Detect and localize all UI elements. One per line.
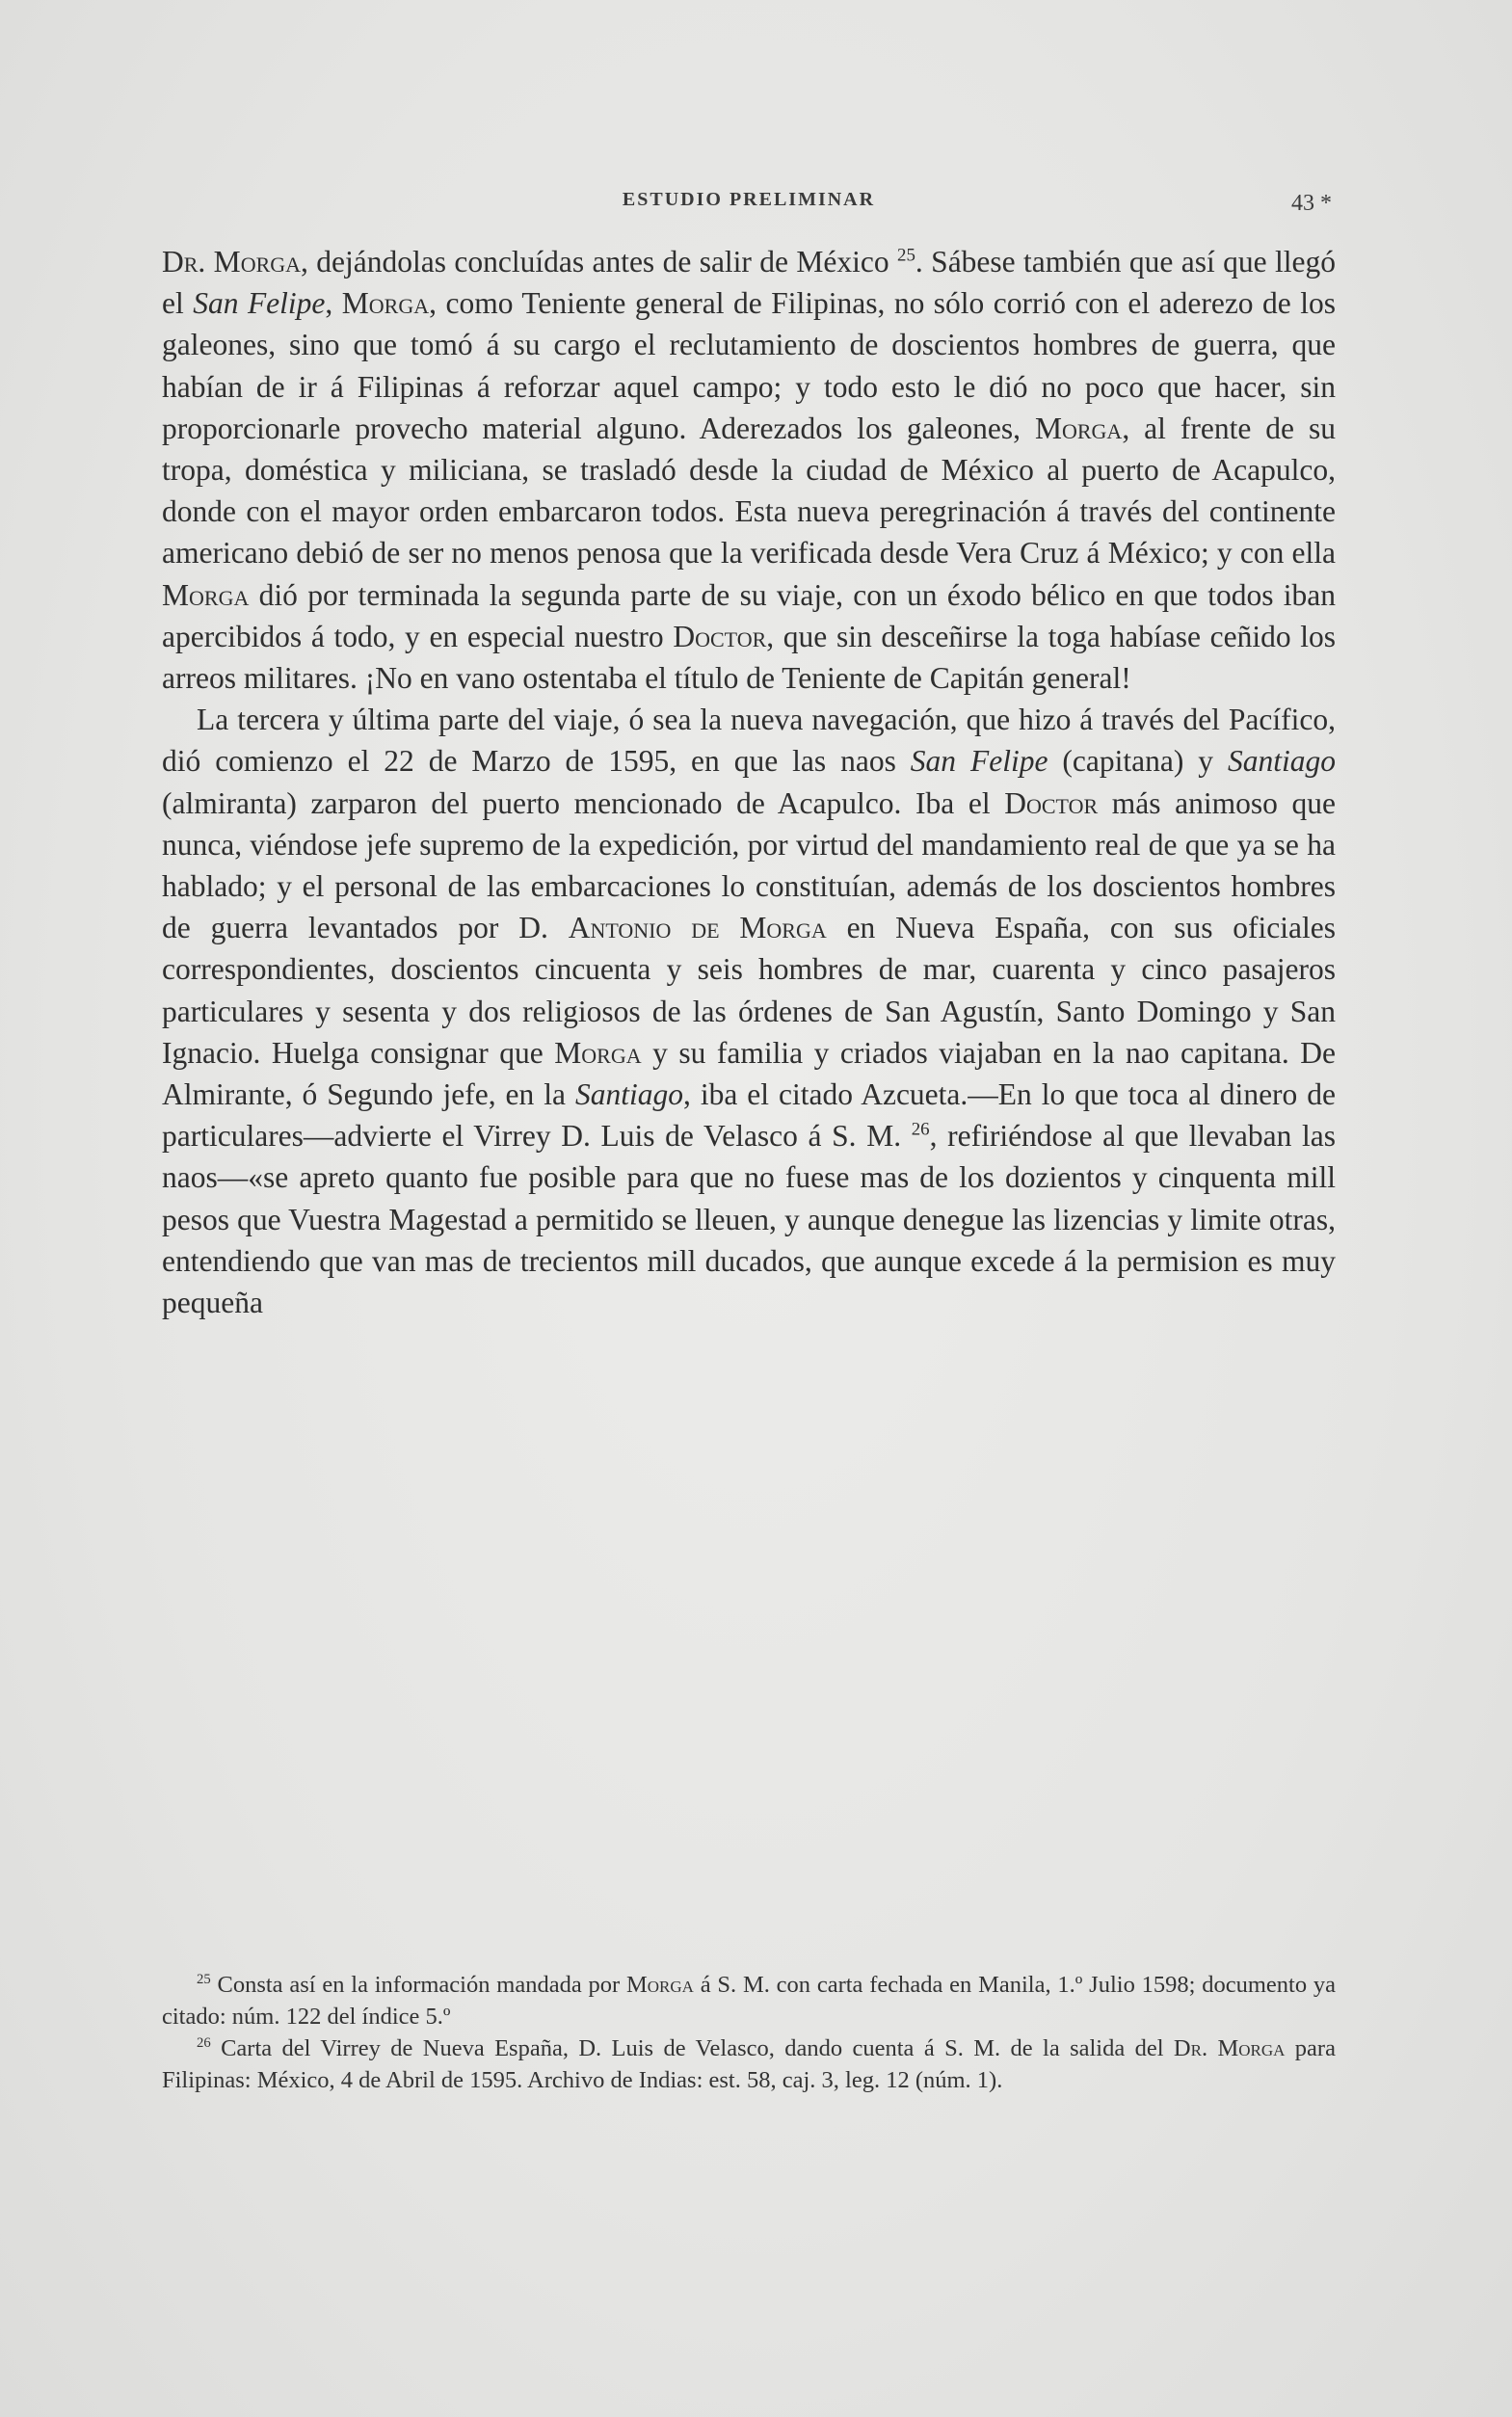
small-caps-run: Morga	[625, 1972, 694, 1998]
small-caps-run: Dr. Morga	[162, 245, 302, 279]
footnote-marker: 25	[897, 245, 915, 266]
small-caps-run: Doctor	[1004, 785, 1099, 820]
body-text	[162, 241, 1336, 1323]
text-run: y su familia y criados viajaban en la nao capitana. De Almirante, ó Segundo jefe, en la	[162, 1035, 1336, 1112]
text-run: en Nueva España, con sus oficiales correspondientes, doscientos cincuenta y seis hombres de mar, cuarenta y cinco pasajeros particulares y sesenta y dos religiosos de las órdenes de San Agustín, Santo Domingo y San Ignacio. Huelga consignar que	[162, 911, 1336, 1070]
running-head: ESTUDIO PRELIMINAR	[622, 189, 876, 210]
text-run: , iba el citado Azcueta.—En lo que toca al dinero de particulares—advierte el Virrey D. Luis de Velasco á S. M.	[162, 1077, 1336, 1154]
text-run: , dejándolas concluídas antes de salir de México	[301, 245, 898, 279]
small-caps-run: Dr. Morga	[1173, 2035, 1286, 2061]
text-run: , que sin desceñirse la toga habíase ceñido los arreos militares. ¡No en vano ostentaba el título de Teniente de Capitán general!	[162, 619, 1337, 696]
text-run: (capitana) y	[1048, 744, 1228, 779]
footnote-marker: 25	[197, 1971, 211, 1987]
page-header	[166, 189, 1332, 227]
text-run: dió por terminada la segunda parte de su viaje, con un éxodo bélico en que todos iban apercibidos á todo, y en especial nuestro	[162, 577, 1336, 653]
italic-run: San Felipe	[910, 744, 1048, 779]
text-run: Consta así en la información mandada por	[210, 1972, 626, 1998]
footnote-marker: 26	[911, 1119, 930, 1140]
text-run: . Sábese también que así que llegó el	[162, 245, 1336, 321]
small-caps-run: Doctor	[673, 619, 767, 653]
small-caps-run: Morga	[554, 1035, 642, 1070]
text-run: , como Teniente general de Filipinas, no sólo corrió con el aderezo de los galeones, sino que tomó á su cargo el reclutamiento de doscientos hombres de guerra, que habían de ir á Filipinas á reforzar aquel campo; y todo esto le dió no poco que hacer, sin proporcionarle provecho material alguno. Aderezados los galeones,	[162, 286, 1336, 445]
text-run: La tercera y última parte del viaje, ó sea la nueva navegación, que hizo á través del Pacífico, dió comienzo el 22 de Marzo de 1595, en que las naos	[162, 703, 1336, 779]
small-caps-run: Morga	[1034, 411, 1123, 445]
italic-run: San Felipe	[193, 286, 326, 321]
footnote-26	[162, 2032, 1336, 2096]
footnote-marker: 26	[197, 2034, 211, 2051]
footnotes	[162, 1969, 1336, 2096]
text-run: ,	[325, 286, 342, 321]
small-caps-run: Morga	[341, 286, 430, 321]
text-run: á S. M. con carta fechada en Manila, 1.º Julio 1598; documento ya citado: núm. 122 del índice 5.º	[162, 1972, 1336, 2030]
italic-run: Santiago	[1227, 744, 1336, 779]
text-run: (almiranta) zarparon del puerto mencionado de Acapulco. Iba el	[162, 785, 1005, 820]
small-caps-run: Antonio de Morga	[568, 911, 827, 945]
italic-run: Santiago	[574, 1077, 683, 1112]
small-caps-run: Morga	[162, 577, 250, 612]
paragraph-2	[162, 699, 1336, 1323]
text-run: para Filipinas: México, 4 de Abril de 1595. Archivo de Indias: est. 58, caj. 3, leg. 12 (núm. 1).	[162, 2035, 1336, 2093]
footnote-25	[162, 1969, 1336, 2032]
text-run: más animoso que nunca, viéndose jefe supremo de la expedición, por virtud del mandamiento real de que ya se ha hablado; y el personal de las embarcaciones lo constituían, además de los doscientos hombres de guerra levantados por D.	[162, 785, 1337, 945]
page-number: 43 *	[1291, 191, 1332, 216]
text-run: Carta del Virrey de Nueva España, D. Luis de Velasco, dando cuenta á S. M. de la salida del	[210, 2035, 1174, 2061]
text-run: , refiriéndose al que llevaban las naos—«se apreto quanto fue posible para que no fuese mas de los dozientos y cinquenta mill pesos que Vuestra Magestad a permitido se lleuen, y aunque denegue las lizencias y limite otras, entendiendo que van mas de trecientos mill ducados, que aunque excede á la permision es muy pequeña	[162, 1119, 1336, 1320]
paragraph-1	[162, 241, 1336, 699]
text-run: , al frente de su tropa, doméstica y miliciana, se trasladó desde la ciudad de México al puerto de Acapulco, donde con el mayor orden embarcaron todos. Esta nueva peregrinación á través del continente americano debió de ser no menos penosa que la verificada desde Vera Cruz á México; y con ella	[162, 411, 1336, 571]
